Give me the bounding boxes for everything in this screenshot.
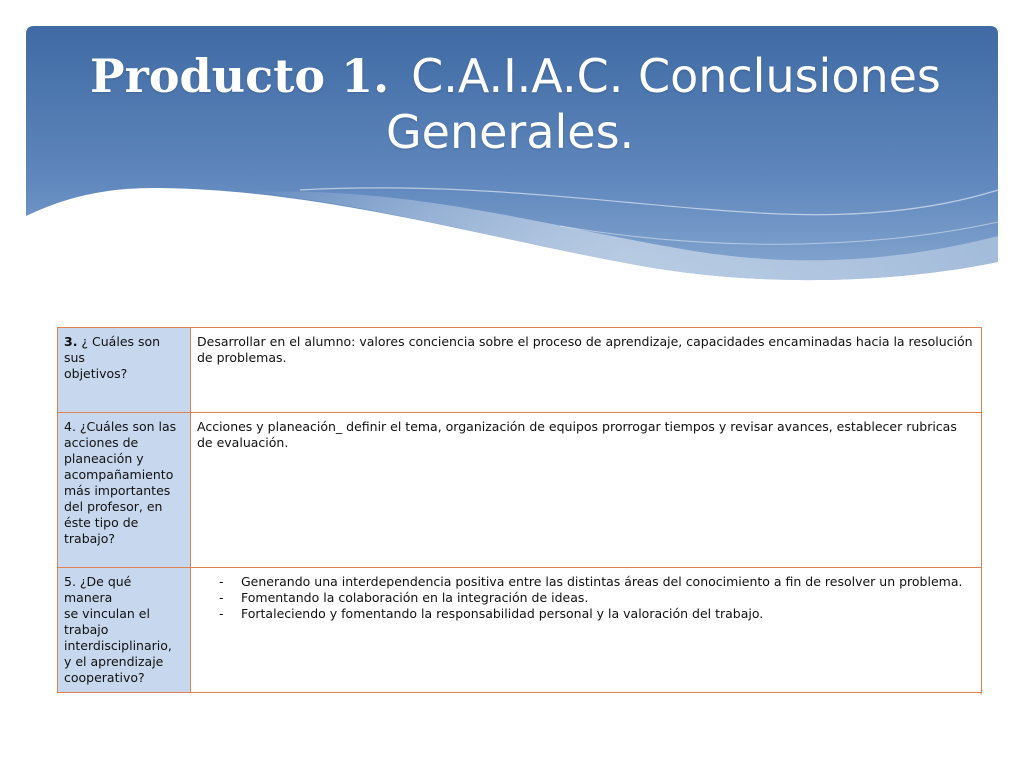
question-label: ¿ Cuáles son sus objetivos? <box>64 334 161 381</box>
table-row <box>58 413 982 568</box>
list-item: - Fomentando la colaboración en la integración de ideas. <box>241 590 975 606</box>
question-text <box>64 334 184 382</box>
title-line-1: C.A.I.A.C. Conclusiones <box>411 49 941 103</box>
answer-text: Acciones y planeación_ definir el tema, organización de equipos prorrogar tiempos y revisar avances, establecer rubricas de evaluación. <box>197 419 957 450</box>
question-text: 4. ¿Cuáles son las acciones de planeación y acompañamiento más importantes del profesor, en éste tipo de trabajo? <box>64 419 177 546</box>
title-bold-part: Producto 1. <box>90 49 390 103</box>
answer-cell <box>191 568 982 693</box>
answer-cell <box>191 413 982 568</box>
question-cell <box>58 328 191 413</box>
slide-title <box>90 48 970 160</box>
question-text: 5. ¿De qué manera se vinculan el trabajo interdisciplinario, y el aprendizaje cooperativo? <box>64 574 172 685</box>
question-cell <box>58 413 191 568</box>
list-item: - Fortaleciendo y fomentando la responsabilidad personal y la valoración del trabajo. <box>241 606 975 622</box>
answer-cell <box>191 328 982 413</box>
answer-bullet-list <box>197 574 975 622</box>
answer-text: Desarrollar en el alumno: valores conciencia sobre el proceso de aprendizaje, capacidades encaminadas hacia la resolución de problemas. <box>197 334 973 365</box>
table-row <box>58 568 982 693</box>
table-row <box>58 328 982 413</box>
conclusions-table <box>57 327 982 693</box>
question-cell <box>58 568 191 693</box>
corner-mark: r <box>980 688 984 697</box>
title-line-2: Generales. <box>386 105 635 159</box>
list-item: - Generando una interdependencia positiva entre las distintas áreas del conocimiento a fin de resolver un problema. <box>241 574 975 590</box>
question-number: 3. <box>64 334 78 349</box>
